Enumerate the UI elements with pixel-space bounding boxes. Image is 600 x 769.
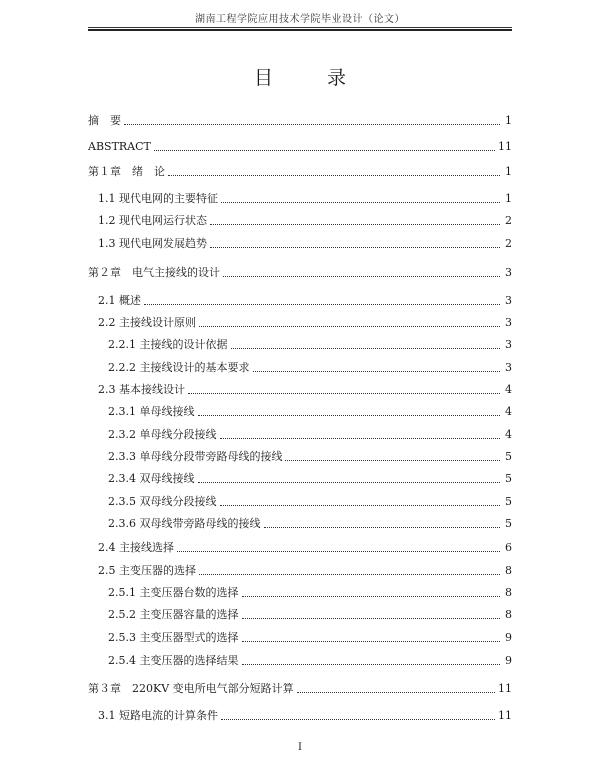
toc-entry-page: 11 — [498, 709, 512, 722]
toc-entry-label: 2.5.2 主变压器容量的选择 — [108, 608, 239, 621]
toc-entry-label: 2.3.6 双母线带旁路母线的接线 — [108, 517, 261, 530]
toc-entry-label: 第３章 220KV 变电所电气部分短路计算 — [88, 682, 294, 695]
toc-entry[interactable] — [108, 515, 512, 531]
toc-entry[interactable] — [98, 381, 512, 397]
dot-leader — [168, 175, 500, 176]
toc-entry-page: 11 — [498, 682, 512, 695]
toc-entry[interactable] — [88, 680, 512, 696]
toc-entry-label: 2.5.1 主变压器台数的选择 — [108, 586, 239, 599]
toc-entry-label: 3.1 短路电流的计算条件 — [98, 709, 218, 722]
toc-entry-page: 9 — [505, 631, 512, 644]
dot-leader — [285, 460, 500, 461]
toc-entry-page: 4 — [505, 383, 512, 396]
dot-leader — [242, 664, 501, 665]
toc-entry-page: 3 — [505, 338, 512, 351]
toc-entry-page: 5 — [505, 495, 512, 508]
toc-entry[interactable] — [108, 336, 512, 352]
toc-entry-page: 1 — [505, 114, 512, 127]
dot-leader — [198, 415, 501, 416]
dot-leader — [144, 304, 500, 305]
toc-entry-label: 2.1 概述 — [98, 294, 141, 307]
toc-entry-label: 2.2.2 主接线设计的基本要求 — [108, 361, 250, 374]
toc-entry-label: 2.3.4 双母线接线 — [108, 472, 195, 485]
toc-entry-page: 2 — [505, 214, 512, 227]
toc-entry-label: 1.1 现代电网的主要特征 — [98, 192, 218, 205]
toc-entry[interactable] — [88, 163, 512, 179]
toc-entry[interactable] — [88, 264, 512, 280]
dot-leader — [242, 596, 501, 597]
toc-entry-page: 3 — [505, 294, 512, 307]
toc-entry[interactable] — [88, 112, 512, 128]
dot-leader — [231, 348, 501, 349]
toc-entry[interactable] — [108, 426, 512, 442]
toc-entry-label: 2.3.2 单母线分段接线 — [108, 428, 217, 441]
toc-entry-label: 2.4 主接线选择 — [98, 541, 174, 554]
toc-entry-page: 3 — [505, 316, 512, 329]
dot-leader — [221, 202, 500, 203]
toc-entry[interactable] — [108, 493, 512, 509]
dot-leader — [210, 224, 500, 225]
toc-entry[interactable] — [98, 235, 512, 251]
toc-entry[interactable] — [108, 629, 512, 645]
dot-leader — [264, 527, 501, 528]
toc-entry-page: 1 — [505, 192, 512, 205]
toc-entry-label: 第１章 绪 论 — [88, 165, 165, 178]
toc-entry-page: 5 — [505, 517, 512, 530]
toc-entry[interactable] — [108, 359, 512, 375]
dot-leader — [199, 574, 500, 575]
toc-entry-label: 2.5.4 主变压器的选择结果 — [108, 654, 239, 667]
toc-entry-page: 3 — [505, 266, 512, 279]
dot-leader — [199, 326, 500, 327]
dot-leader — [220, 505, 501, 506]
dot-leader — [124, 124, 500, 125]
toc-entry-page: 4 — [505, 428, 512, 441]
toc-entry-page: 6 — [505, 541, 512, 554]
toc-entry[interactable] — [98, 190, 512, 206]
toc-entry[interactable] — [88, 138, 512, 154]
dot-leader — [154, 150, 495, 151]
toc-entry[interactable] — [98, 539, 512, 555]
toc-entry-page: 8 — [505, 586, 512, 599]
toc-entry[interactable] — [108, 470, 512, 486]
toc-entry-label: 2.2 主接线设计原则 — [98, 316, 196, 329]
toc-entry-label: 2.3.1 单母线接线 — [108, 405, 195, 418]
toc-entry-page: 9 — [505, 654, 512, 667]
toc-entry-label: 1.3 现代电网发展趋势 — [98, 237, 207, 250]
toc-entry-page: 5 — [505, 450, 512, 463]
toc-entry[interactable] — [108, 652, 512, 668]
toc-entry-label: 2.2.1 主接线的设计依据 — [108, 338, 228, 351]
toc-entry-label: 2.3.5 双母线分段接线 — [108, 495, 217, 508]
toc-entry-label: 2.5 主变压器的选择 — [98, 564, 196, 577]
toc-entry-page: 3 — [505, 361, 512, 374]
dot-leader — [177, 551, 500, 552]
toc-entry-label: 2.5.3 主变压器型式的选择 — [108, 631, 239, 644]
toc-entry-page: 8 — [505, 608, 512, 621]
dot-leader — [242, 641, 501, 642]
dot-leader — [253, 371, 501, 372]
toc-entry[interactable] — [108, 448, 512, 464]
toc-entry-label: 摘 要 — [88, 114, 121, 127]
toc-title: 目 录 — [253, 67, 371, 89]
toc-entry-page: 8 — [505, 564, 512, 577]
toc-entry[interactable] — [98, 292, 512, 308]
dot-leader — [221, 719, 495, 720]
dot-leader — [220, 438, 501, 439]
toc-entry-label: 2.3 基本接线设计 — [98, 383, 185, 396]
page-number: I — [298, 742, 302, 753]
toc-entry-page: 2 — [505, 237, 512, 250]
toc-entry-page: 4 — [505, 405, 512, 418]
toc-entry-page: 11 — [498, 140, 512, 153]
header-rule-thin — [88, 27, 512, 28]
toc-entry[interactable] — [108, 584, 512, 600]
header-rule-thick — [88, 29, 512, 31]
toc-entry-page: 1 — [505, 165, 512, 178]
dot-leader — [297, 692, 495, 693]
toc-entry[interactable] — [108, 606, 512, 622]
toc-entry-label: 第２章 电气主接线的设计 — [88, 266, 220, 279]
toc-entry-label: 1.2 现代电网运行状态 — [98, 214, 207, 227]
toc-entry-page: 5 — [505, 472, 512, 485]
toc-entry[interactable] — [98, 314, 512, 330]
toc-entry-label: ABSTRACT — [88, 140, 151, 153]
toc-entry[interactable] — [98, 212, 512, 228]
toc-entry[interactable] — [98, 562, 512, 578]
dot-leader — [210, 247, 500, 248]
running-header: 湖南工程学院应用技术学院毕业设计（论文） — [195, 14, 405, 25]
dot-leader — [198, 482, 501, 483]
toc-entry-label: 2.3.3 单母线分段带旁路母线的接线 — [108, 450, 283, 463]
toc-entry[interactable] — [98, 707, 512, 723]
dot-leader — [188, 393, 500, 394]
dot-leader — [242, 618, 501, 619]
toc-entry[interactable] — [108, 403, 512, 419]
dot-leader — [223, 276, 500, 277]
